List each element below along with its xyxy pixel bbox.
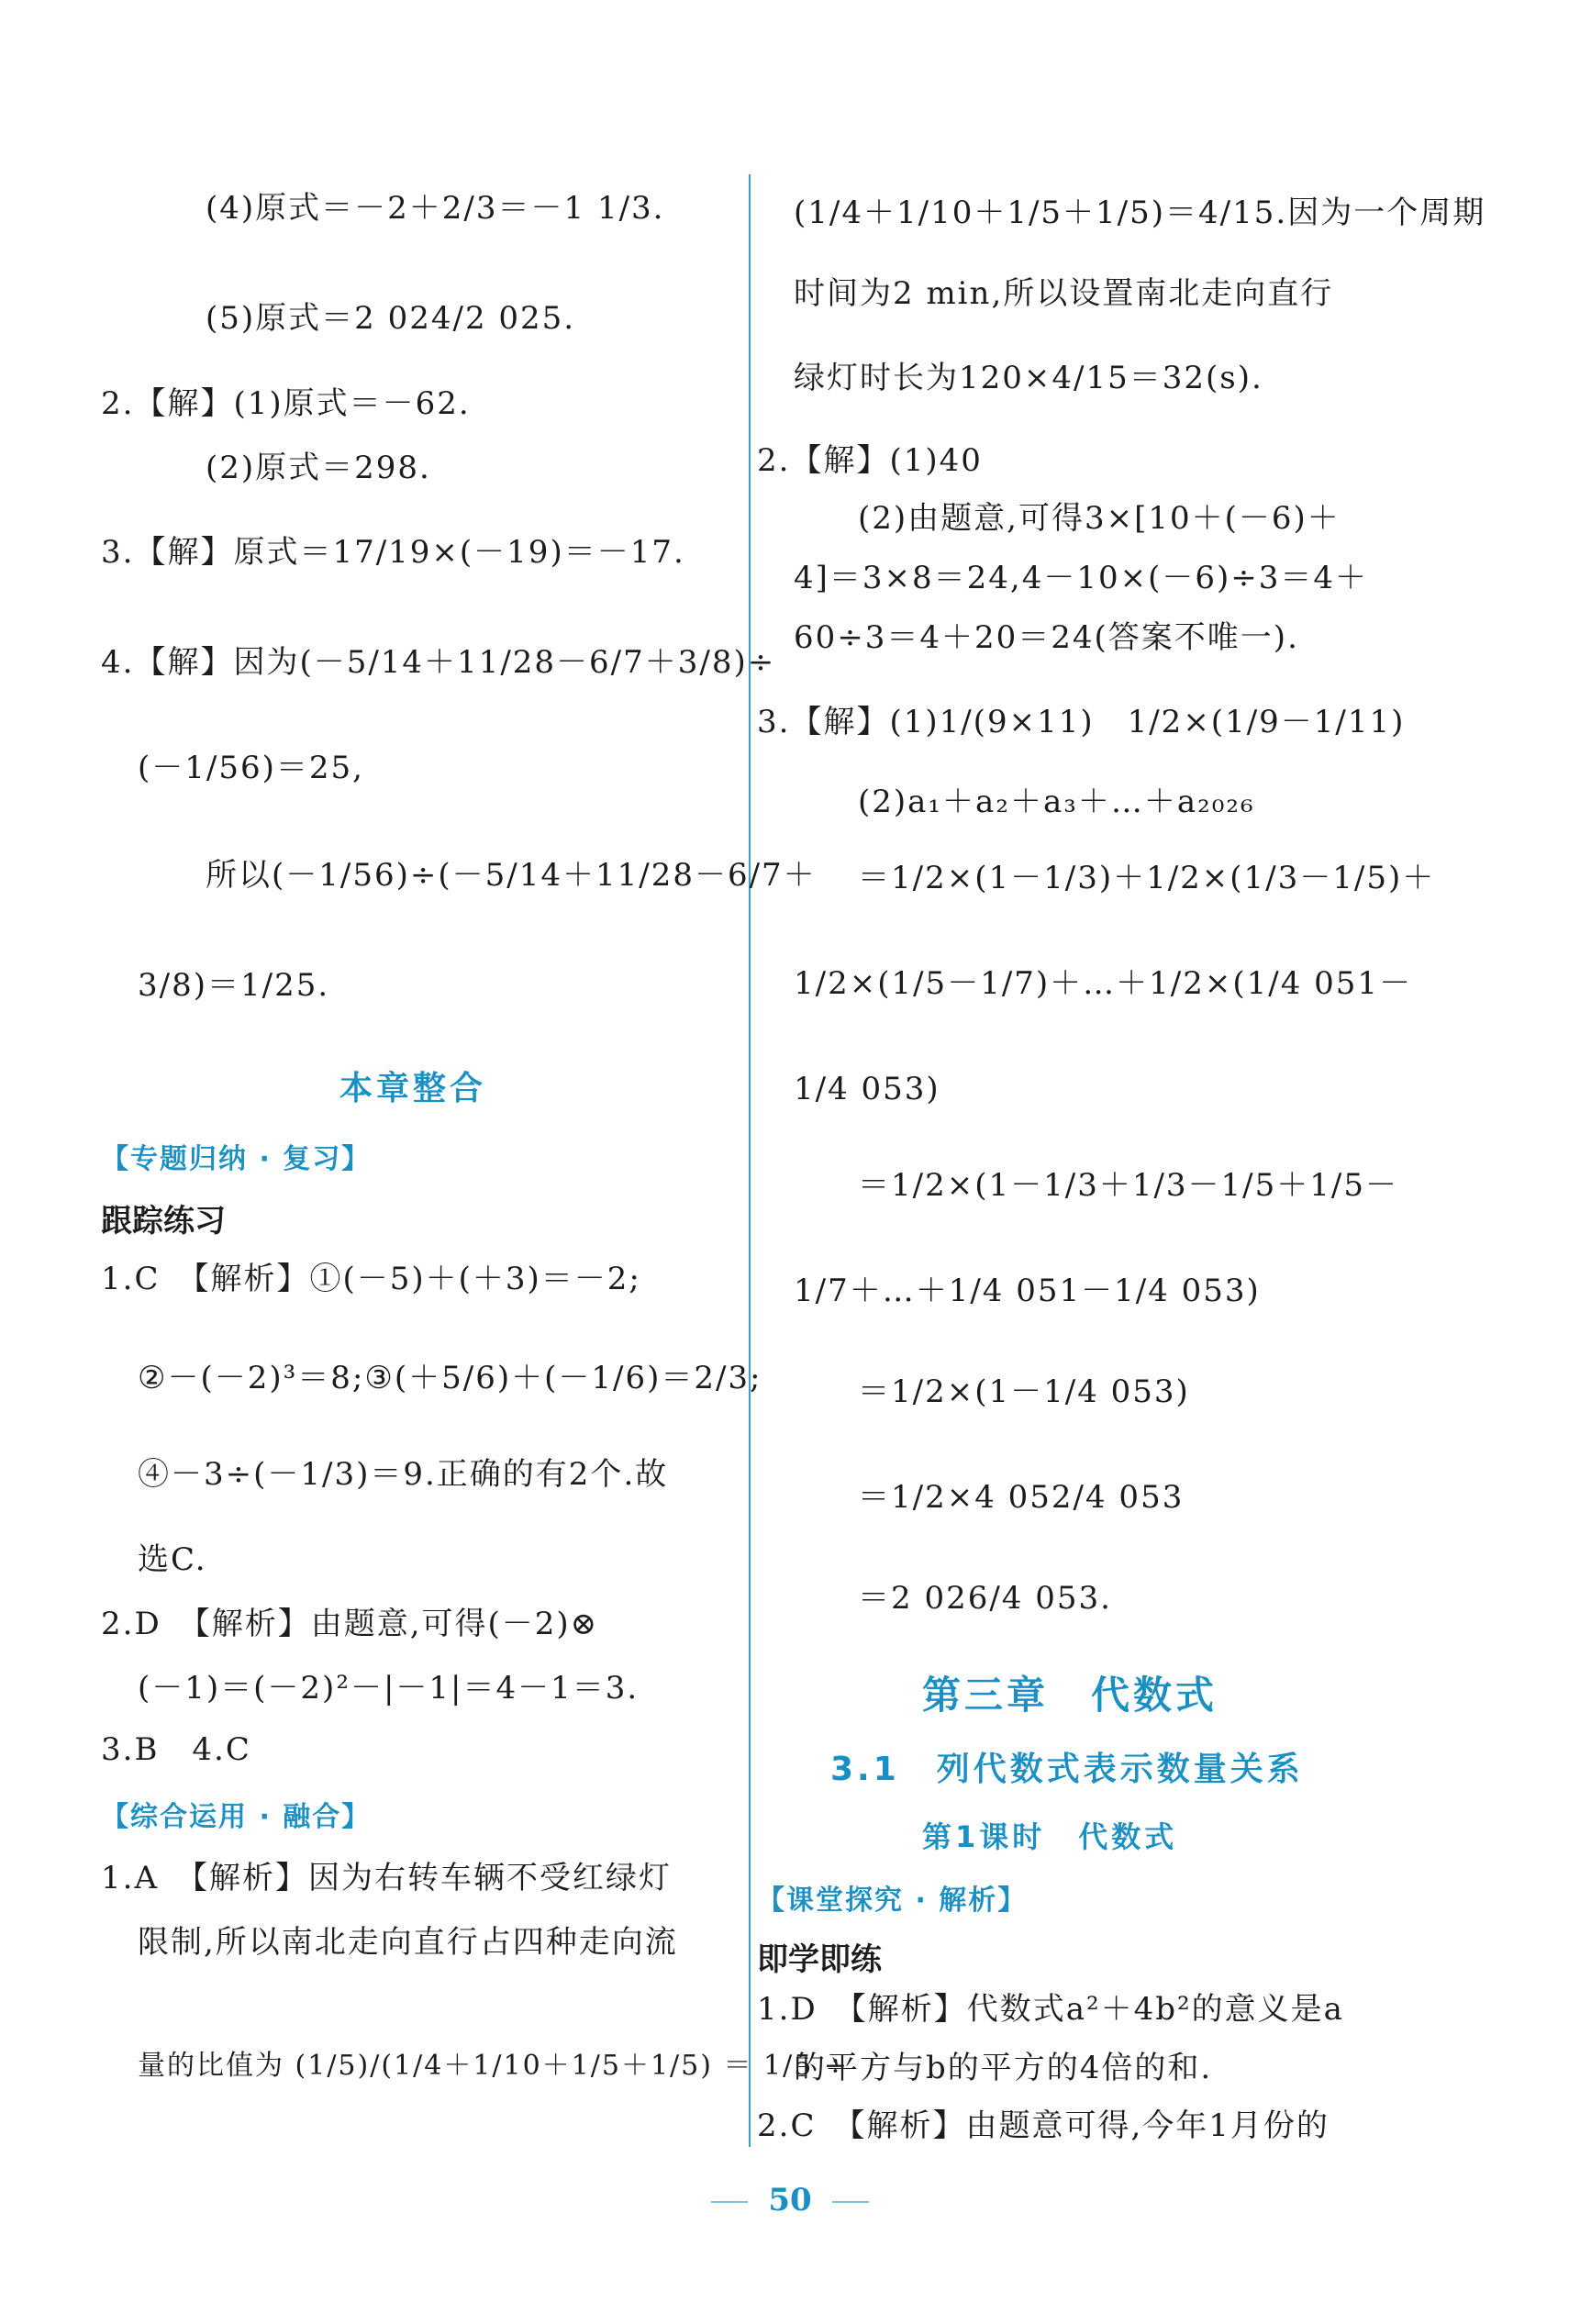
tag-classroom-exploration: 【课堂探究 · 解析】 xyxy=(757,1885,1028,1917)
right-line-2: 时间为2 min,所以设置南北走向直行 xyxy=(794,275,1334,312)
right-line-19: 的平方与b的平方的4倍的和. xyxy=(794,2050,1213,2086)
right-line-14: 1/7＋…＋1/4 051－1/4 053) xyxy=(794,1273,1261,1309)
left-line-7: (－1/56)＝25, xyxy=(138,750,364,786)
tag-topic-review: 【专题归纳 · 复习】 xyxy=(101,1143,372,1175)
left-line-15: (－1)＝(－2)²－|－1|＝4－1＝3. xyxy=(138,1670,640,1707)
section-title-3-1: 3.1 列代数式表示数量关系 xyxy=(830,1751,1304,1788)
subhead-tracking-exercises: 跟踪练习 xyxy=(101,1203,226,1240)
left-line-11: ②－(－2)³＝8;③(＋5/6)＋(－1/6)＝2/3; xyxy=(138,1360,762,1396)
right-line-8: 3.【解】(1)1/(9×11) 1/2×(1/9－1/11) xyxy=(757,704,1406,740)
right-line-13: ＝1/2×(1－1/3＋1/3－1/5＋1/5－ xyxy=(858,1167,1398,1204)
right-line-4: 2.【解】(1)40 xyxy=(757,442,983,479)
right-line-15: ＝1/2×(1－1/4 053) xyxy=(858,1373,1190,1410)
right-line-3: 绿灯时长为120×4/15＝32(s). xyxy=(794,360,1263,396)
right-line-18: 1.D 【解析】代数式a²＋4b²的意义是a xyxy=(757,1991,1344,2028)
left-line-13: 选C. xyxy=(138,1541,207,1578)
left-line-8: 所以(－1/56)÷(－5/14＋11/28－6/7＋ xyxy=(206,857,817,894)
left-line-18: 限制,所以南北走向直行占四种走向流 xyxy=(138,1924,678,1961)
right-line-9: (2)a₁＋a₂＋a₃＋…＋a₂₀₂₆ xyxy=(858,784,1255,820)
right-line-16: ＝1/2×4 052/4 053 xyxy=(858,1479,1185,1516)
left-line-6: 4.【解】因为(－5/14＋11/28－6/7＋3/8)÷ xyxy=(101,644,776,681)
footer-dash-left xyxy=(711,2201,748,2203)
page-footer xyxy=(0,2182,1580,2218)
right-line-6: 4]＝3×8＝24,4－10×(－6)÷3＝4＋ xyxy=(794,560,1369,596)
left-line-2: (5)原式＝2 024/2 025. xyxy=(206,300,576,337)
tag-comprehensive-application: 【综合运用 · 融合】 xyxy=(101,1801,372,1833)
left-line-10: 1.C 【解析】①(－5)＋(＋3)＝－2; xyxy=(101,1261,641,1297)
left-line-12: ④－3÷(－1/3)＝9.正确的有2个.故 xyxy=(138,1456,669,1493)
right-line-20: 2.C 【解析】由题意可得,今年1月份的 xyxy=(757,2107,1330,2144)
left-line-14: 2.D 【解析】由题意,可得(－2)⊗ xyxy=(101,1606,599,1642)
right-line-1: (1/4＋1/10＋1/5＋1/5)＝4/15.因为一个周期 xyxy=(794,195,1486,231)
right-line-5: (2)由题意,可得3×[10＋(－6)＋ xyxy=(858,500,1341,537)
left-line-19: 量的比值为 (1/5)/(1/4＋1/10＋1/5＋1/5) ＝ 1/5 ÷ xyxy=(138,2050,849,2082)
right-line-10: ＝1/2×(1－1/3)＋1/2×(1/3－1/5)＋ xyxy=(858,860,1436,896)
right-line-12: 1/4 053) xyxy=(794,1071,940,1107)
left-line-4: (2)原式＝298. xyxy=(206,450,431,486)
chapter-title: 第三章 代数式 xyxy=(922,1673,1218,1718)
page-number: 50 xyxy=(768,2182,812,2218)
left-line-1: (4)原式＝－2＋2/3＝－1 1/3. xyxy=(206,190,665,227)
left-line-3: 2.【解】(1)原式＝－62. xyxy=(101,385,471,422)
right-line-11: 1/2×(1/5－1/7)＋…＋1/2×(1/4 051－ xyxy=(794,965,1413,1002)
left-line-16: 3.B 4.C xyxy=(101,1731,251,1768)
left-line-17: 1.A 【解析】因为右转车辆不受红绿灯 xyxy=(101,1860,672,1896)
right-line-7: 60÷3＝4＋20＝24(答案不唯一). xyxy=(794,619,1299,656)
section-title-chapter-summary: 本章整合 xyxy=(339,1070,487,1107)
right-line-17: ＝2 026/4 053. xyxy=(858,1580,1112,1617)
column-divider xyxy=(749,174,751,2147)
left-line-9: 3/8)＝1/25. xyxy=(138,967,330,1004)
subhead-practice: 即学即练 xyxy=(757,1941,882,1978)
lesson-title: 第1课时 代数式 xyxy=(922,1819,1178,1854)
footer-dash-right xyxy=(832,2201,869,2203)
left-line-5: 3.【解】原式＝17/19×(－19)＝－17. xyxy=(101,534,685,571)
